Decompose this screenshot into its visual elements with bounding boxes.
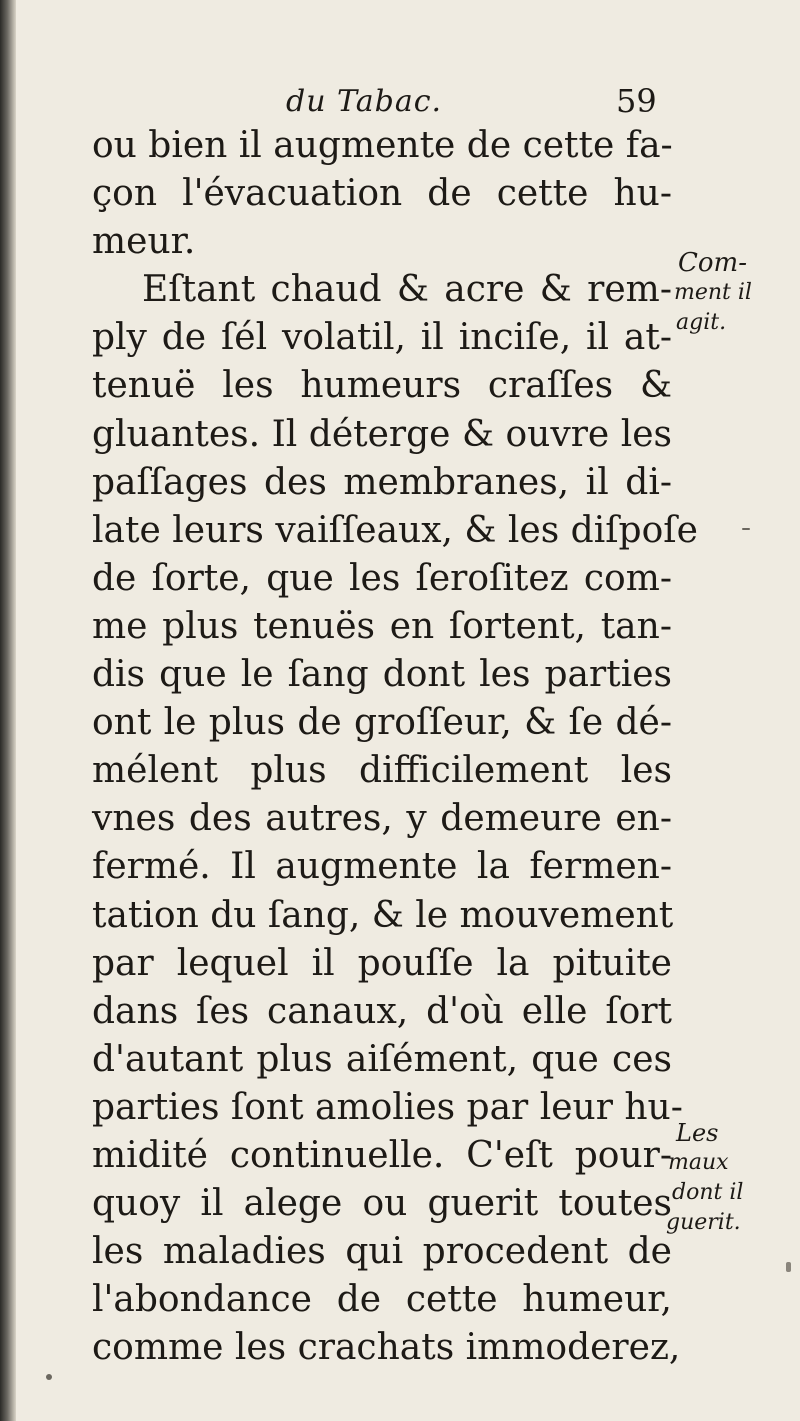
text-line: comme les crachats immoderez, xyxy=(92,1327,681,1369)
marginal-note-line: agit. xyxy=(676,310,727,335)
text-line: midité continuelle. C'eſt pour- xyxy=(92,1134,672,1176)
text-line: vnes des autres, y demeure en- xyxy=(92,798,672,840)
text-line: paſſages des membranes, il di- xyxy=(92,461,672,503)
marginal-note-line: ment il xyxy=(674,280,752,305)
text-line: çon l'évacuation de cette hu- xyxy=(92,173,672,215)
marginal-note-line: Com- xyxy=(678,248,747,278)
text-line: late leurs vaiſſeaux, & les diſpoſe xyxy=(92,509,698,551)
text-line: ou bien il augmente de cette fa- xyxy=(92,125,673,166)
text-line: mélent plus difficilement les xyxy=(92,750,672,792)
text-line: parties ſont amolies par leur hu- xyxy=(92,1086,683,1128)
marginal-note-line: dont il xyxy=(672,1180,744,1205)
text-line: ont le plus de groſſeur, & ſe dé- xyxy=(92,702,672,744)
text-line: tenuë les humeurs craſſes & xyxy=(92,365,672,407)
paper-speck xyxy=(742,528,750,530)
text-line: l'abondance de cette humeur, xyxy=(92,1279,672,1321)
text-line: par lequel il pouſſe la pituite xyxy=(92,942,672,984)
text-line: Eſtant chaud & acre & rem- xyxy=(142,269,672,311)
main-text-block xyxy=(92,122,698,1372)
running-head: du Tabac. xyxy=(286,84,443,119)
marginal-note-how-it-acts xyxy=(674,248,752,338)
marginal-note-line: guerit. xyxy=(666,1210,741,1235)
text-line: quoy il alege ou guerit toutes xyxy=(92,1183,672,1225)
text-line: dans ſes canaux, d'où elle ſort xyxy=(92,990,672,1032)
page-number: 59 xyxy=(616,82,657,120)
text-line: fermé. Il augmente la fermen- xyxy=(92,846,672,888)
paper-speck xyxy=(46,1374,52,1380)
text-line: les maladies qui procedent de xyxy=(92,1231,672,1273)
text-line: me plus tenuës en ſortent, tan- xyxy=(92,605,672,647)
marginal-note-line: maux xyxy=(668,1150,729,1175)
marginal-note-ills-it-cures xyxy=(666,1118,743,1238)
text-line: gluantes. Il déterge & ouvre les xyxy=(92,413,672,455)
text-line: d'autant plus aiſément, que ces xyxy=(92,1038,672,1080)
text-line: de ſorte, que les ſeroſitez com- xyxy=(92,557,672,599)
text-line: dis que le ſang dont les parties xyxy=(92,654,672,696)
text-line: meur. xyxy=(92,221,196,263)
paper-speck xyxy=(786,1262,791,1272)
text-line: ply de ſél volatil, il inciſe, il at- xyxy=(92,317,672,359)
text-line: tation du ſang, & le mouvement xyxy=(92,894,674,936)
marginal-note-line: Les xyxy=(676,1119,719,1147)
book-spine-shadow xyxy=(0,0,16,1421)
